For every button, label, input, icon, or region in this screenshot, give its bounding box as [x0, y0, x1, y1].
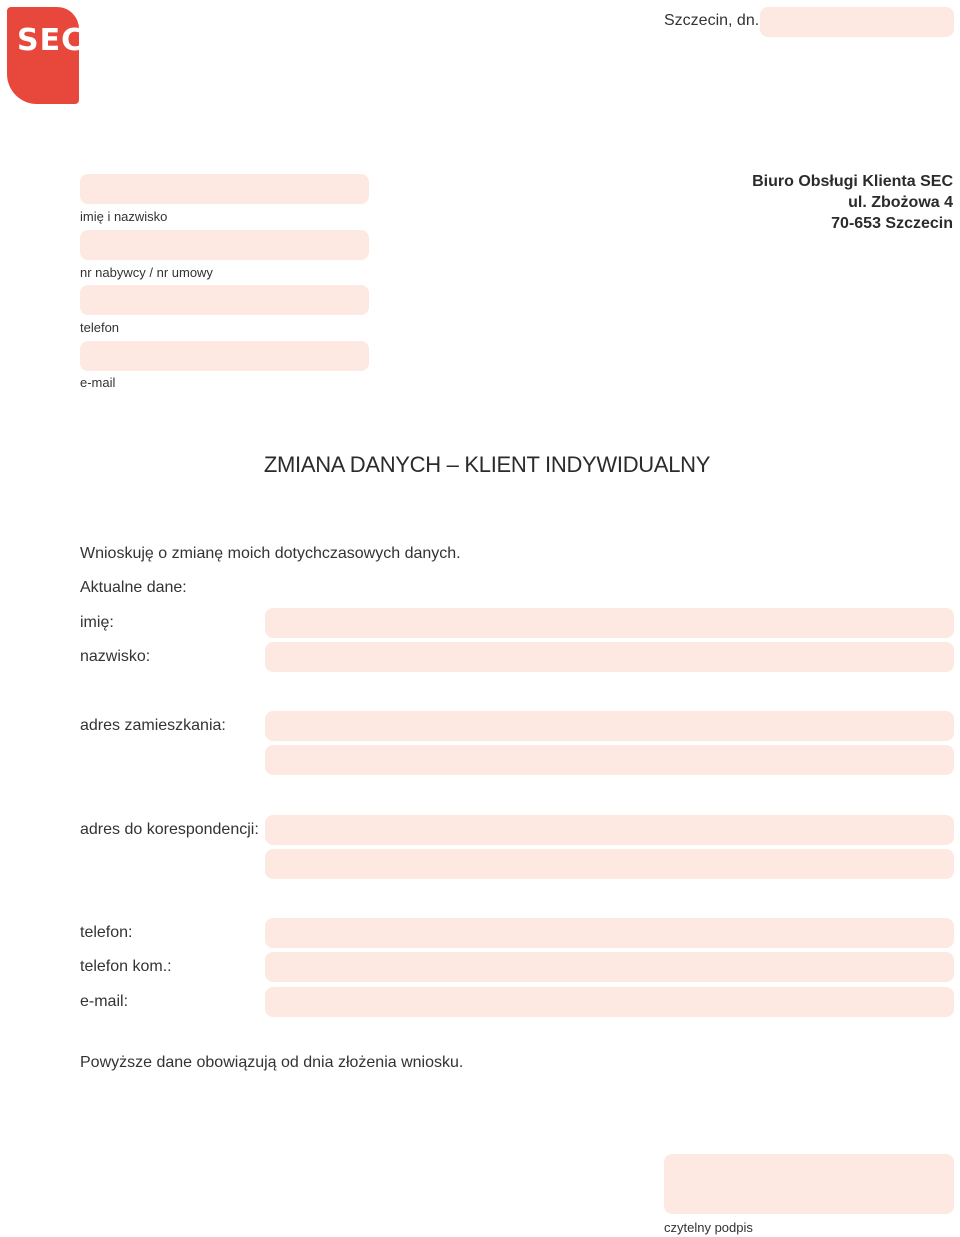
correspondence-field-line1[interactable] — [265, 815, 954, 845]
intro-text: Wnioskuję o zmianę moich dotychczasowych danych. — [80, 545, 461, 562]
name-label: imię i nazwisko — [80, 209, 168, 224]
phone-label: telefon: — [80, 924, 133, 941]
sender-email-field[interactable] — [80, 341, 369, 371]
first-name-field[interactable] — [265, 608, 954, 638]
last-name-field[interactable] — [265, 642, 954, 672]
mobile-field[interactable] — [265, 952, 954, 982]
sec-logo — [7, 7, 85, 104]
customer-number-field[interactable] — [80, 230, 369, 260]
signature-label: czytelny podpis — [664, 1220, 753, 1235]
first-name-label: imię: — [80, 614, 114, 631]
date-field[interactable] — [760, 7, 954, 37]
office-address — [752, 171, 953, 234]
customer-number-label: nr nabywcy / nr umowy — [80, 265, 213, 280]
correspondence-label: adres do korespondencji: — [80, 821, 259, 838]
phone-field[interactable] — [265, 918, 954, 948]
signature-field[interactable] — [664, 1154, 954, 1214]
office-city: 70-653 Szczecin — [831, 215, 953, 232]
address-field-line2[interactable] — [265, 745, 954, 775]
address-field-line1[interactable] — [265, 711, 954, 741]
email-field[interactable] — [265, 987, 954, 1017]
email-label: e-mail: — [80, 993, 129, 1010]
logo-text: SEC — [17, 23, 85, 58]
correspondence-field-line2[interactable] — [265, 849, 954, 879]
sender-email-label: e-mail — [80, 375, 116, 390]
form-title: ZMIANA DANYCH – KLIENT INDYWIDUALNY — [263, 452, 711, 477]
office-street: ul. Zbożowa 4 — [848, 194, 953, 211]
mobile-label: telefon kom.: — [80, 958, 172, 975]
address-label: adres zamieszkania: — [80, 717, 226, 734]
office-name: Biuro Obsługi Klienta SEC — [752, 173, 953, 190]
sender-phone-label: telefon — [80, 320, 120, 335]
sender-phone-field[interactable] — [80, 285, 369, 315]
validity-note: Powyższe dane obowiązują od dnia złożenia wniosku. — [80, 1054, 464, 1071]
name-field[interactable] — [80, 174, 369, 204]
place-date-label: Szczecin, dn. — [664, 12, 760, 29]
last-name-label: nazwisko: — [80, 648, 151, 665]
current-data-label: Aktualne dane: — [80, 579, 187, 596]
